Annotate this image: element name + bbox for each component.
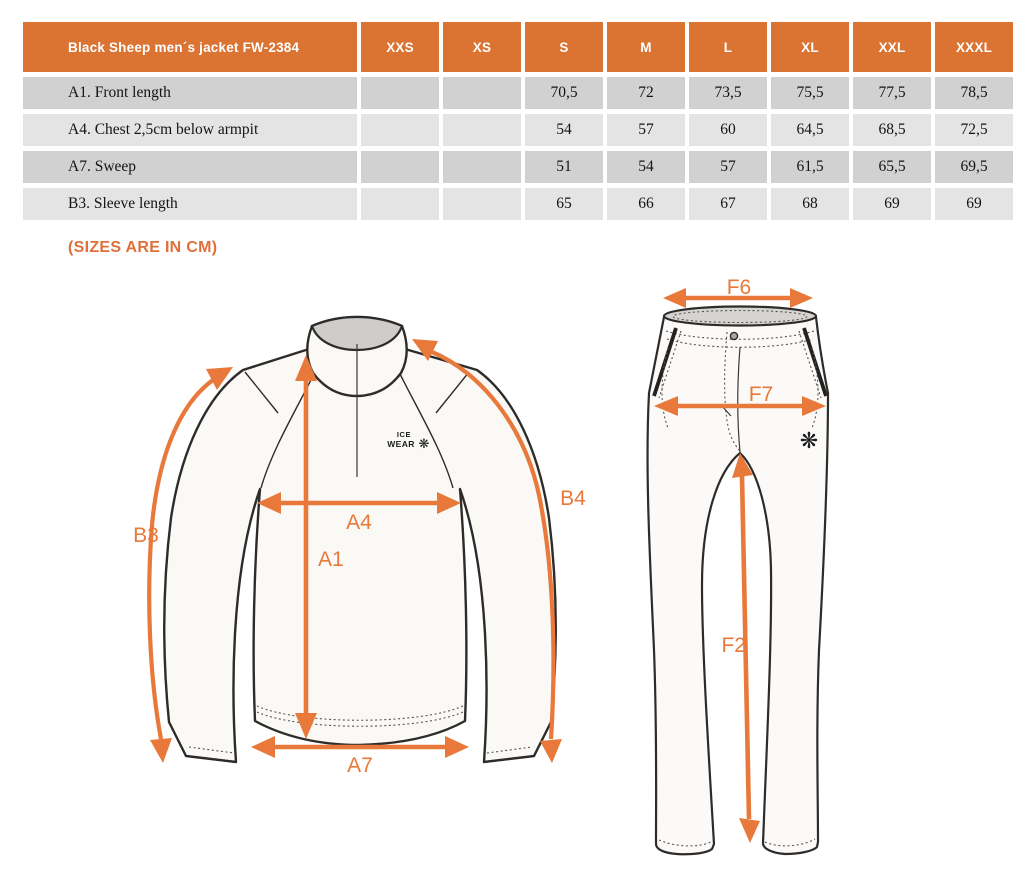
size-value-cell: 73,5 <box>689 77 767 109</box>
jacket-outline <box>164 349 555 762</box>
jacket-diagram <box>128 288 598 810</box>
row-label: B3. Sleeve length <box>23 188 357 220</box>
measure-label-a7: A7 <box>347 754 373 777</box>
table-row-sleeve-length <box>23 188 1013 220</box>
brand-logo-text: WEAR <box>387 439 415 449</box>
size-value-cell: 69 <box>935 188 1013 220</box>
size-header-m: M <box>607 22 685 72</box>
size-header-xxxl: XXXL <box>935 22 1013 72</box>
table-row-front-length <box>23 77 1013 109</box>
row-label: A1. Front length <box>23 77 357 109</box>
size-value-cell: 70,5 <box>525 77 603 109</box>
size-value-cell <box>361 77 439 109</box>
size-header-xxl: XXL <box>853 22 931 72</box>
snowflake-icon: ❋ <box>418 436 430 451</box>
size-value-cell: 66 <box>607 188 685 220</box>
size-value-cell <box>443 114 521 146</box>
waistband-top <box>664 307 816 326</box>
measure-label-a1: A1 <box>318 548 344 571</box>
size-value-cell <box>443 151 521 183</box>
size-value-cell: 75,5 <box>771 77 849 109</box>
size-header-xl: XL <box>771 22 849 72</box>
size-value-cell: 72 <box>607 77 685 109</box>
size-value-cell: 77,5 <box>853 77 931 109</box>
measure-label-f2: F2 <box>721 634 746 657</box>
size-value-cell <box>443 77 521 109</box>
size-value-cell <box>361 151 439 183</box>
size-value-cell: 69,5 <box>935 151 1013 183</box>
size-value-cell: 68,5 <box>853 114 931 146</box>
size-value-cell: 72,5 <box>935 114 1013 146</box>
size-value-cell: 57 <box>689 151 767 183</box>
size-value-cell: 57 <box>607 114 685 146</box>
size-value-cell: 60 <box>689 114 767 146</box>
measure-label-b3: B3 <box>133 524 159 547</box>
size-value-cell: 69 <box>853 188 931 220</box>
size-value-cell: 64,5 <box>771 114 849 146</box>
size-value-cell: 65,5 <box>853 151 931 183</box>
waist-button <box>730 332 737 339</box>
size-value-cell: 65 <box>525 188 603 220</box>
size-header-l: L <box>689 22 767 72</box>
row-label: A4. Chest 2,5cm below armpit <box>23 114 357 146</box>
measure-arrow-f2 <box>721 453 760 843</box>
table-header-row <box>23 22 1013 72</box>
brand-logo-text: ICE <box>396 430 412 439</box>
measure-label-a4: A4 <box>346 511 372 534</box>
size-value-cell: 51 <box>525 151 603 183</box>
table-title: Black Sheep men´s jacket FW-2384 <box>23 22 357 72</box>
row-label: A7. Sweep <box>23 151 357 183</box>
size-value-cell: 78,5 <box>935 77 1013 109</box>
size-value-cell: 61,5 <box>771 151 849 183</box>
pants-diagram <box>618 272 864 872</box>
measure-label-f7: F7 <box>748 383 774 406</box>
size-value-cell <box>443 188 521 220</box>
size-value-cell <box>361 188 439 220</box>
size-value-cell: 54 <box>607 151 685 183</box>
measure-label-b4: B4 <box>560 487 586 510</box>
size-value-cell <box>361 114 439 146</box>
measure-label-f6: F6 <box>726 276 752 299</box>
table-row-sweep <box>23 151 1013 183</box>
snowflake-icon: ❋ <box>799 428 819 453</box>
size-value-cell: 54 <box>525 114 603 146</box>
table-row-chest <box>23 114 1013 146</box>
size-header-s: S <box>525 22 603 72</box>
units-note: (SIZES ARE IN CM) <box>68 239 218 256</box>
size-header-xs: XS <box>443 22 521 72</box>
measure-arrow-f6 <box>663 276 813 308</box>
size-table <box>23 22 1013 225</box>
size-value-cell: 68 <box>771 188 849 220</box>
size-header-xxs: XXS <box>361 22 439 72</box>
size-value-cell: 67 <box>689 188 767 220</box>
